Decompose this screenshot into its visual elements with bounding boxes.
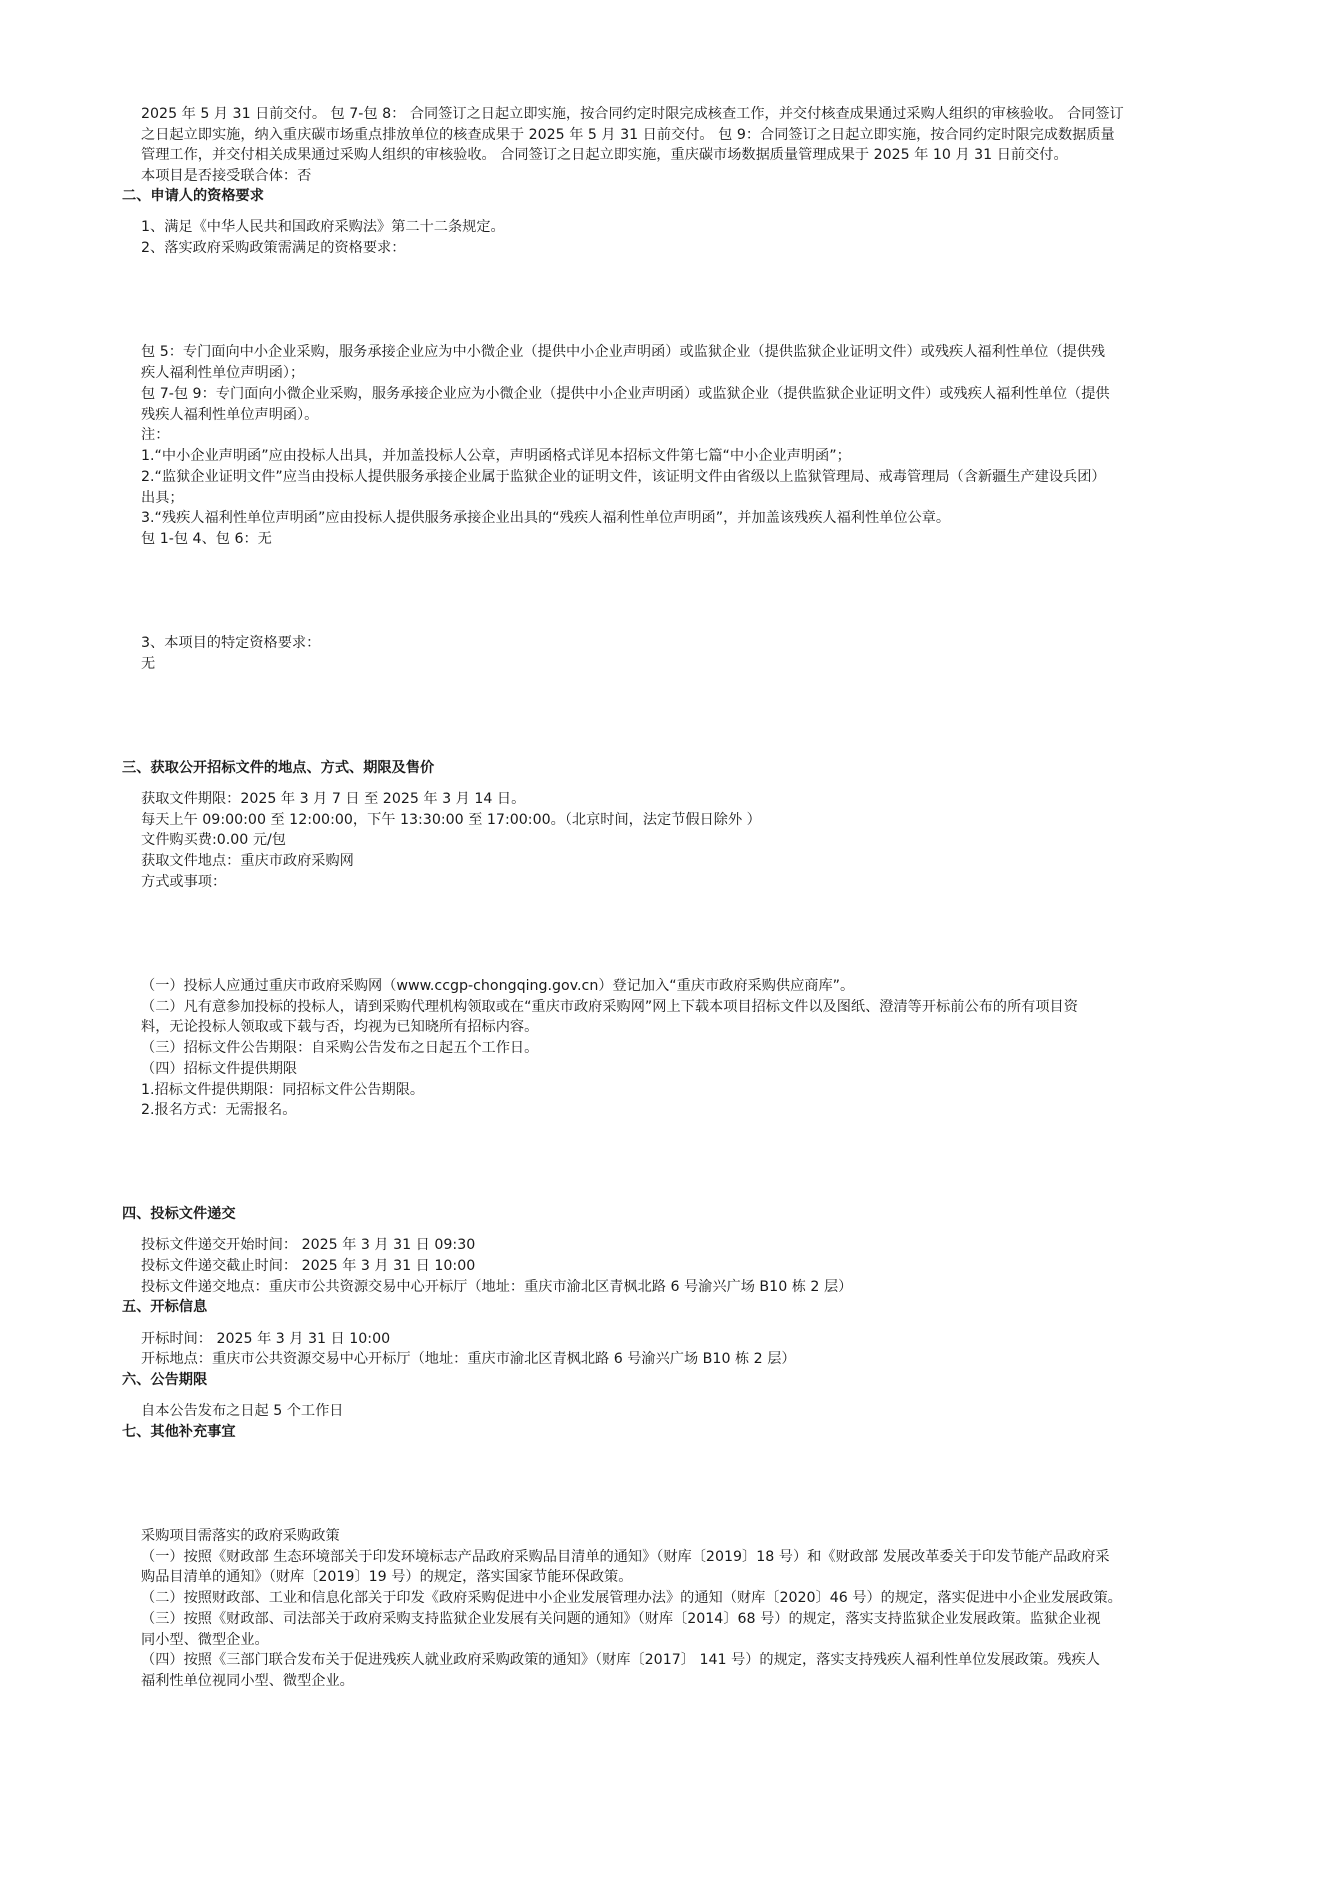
section-3-heading: 三、获取公开招标文件的地点、方式、期限及售价 [122, 760, 435, 776]
section-7-heading: 七、其他补充事宜 [122, 1424, 236, 1440]
sec4-line-3: 投标文件递交地点：重庆市公共资源交易中心开标厅（地址：重庆市渝北区青枫北路 6 号渝兴广场 B10 栋 2 层） [141, 1279, 853, 1295]
sec3-line-12: 2.报名方式：无需报名。 [141, 1102, 297, 1118]
section-6-heading: 六、公告期限 [122, 1372, 208, 1388]
sec2-line-4: 疾人福利性单位声明函）； [141, 365, 305, 381]
sec7-line-1: 采购项目需落实的政府采购政策 [141, 1528, 340, 1544]
intro-line-2: 之日起立即实施，纳入重庆碳市场重点排放单位的核查成果于 2025 年 5 月 31 日前交付。 包 9：合同签订之日起立即实施，按合同约定时限完成数据质量 [141, 126, 1115, 143]
sec2-line-7: 注： [141, 427, 170, 443]
sec5-line-2: 开标地点：重庆市公共资源交易中心开标厅（地址：重庆市渝北区青枫北路 6 号渝兴广场 B10 栋 2 层） [141, 1351, 796, 1367]
sec7-line-7: （四）按照《三部门联合发布关于促进残疾人就业政府采购政策的通知》（财库〔2017〕 141 号）的规定，落实支持残疾人福利性单位发展政策。残疾人 [141, 1652, 1100, 1668]
sec2-line-8: 1.“中小企业声明函”应由投标人出具，并加盖投标人公章，声明函格式详见本招标文件第七篇“中小企业声明函”； [141, 448, 851, 464]
section-5-heading: 五、开标信息 [122, 1299, 208, 1315]
sec6-line-1: 自本公告发布之日起 5 个工作日 [141, 1403, 344, 1419]
sec2-line-9: 2.“监狱企业证明文件”应当由投标人提供服务承接企业属于监狱企业的证明文件，该证明文件由省级以上监狱管理局、戒毒管理局（含新疆生产建设兵团） [141, 469, 1106, 485]
sec3-line-1: 获取文件期限：2025 年 3 月 7 日 至 2025 年 3 月 14 日。 [141, 791, 526, 807]
intro-line-1: 2025 年 5 月 31 日前交付。 包 7-包 8： 合同签订之日起立即实施，按合同约定时限完成核查工作，并交付核查成果通过采购人组织的审核验收。 合同签订 [141, 106, 1124, 122]
sec7-line-3: 购品目清单的通知》（财库〔2019〕19 号）的规定，落实国家节能环保政策。 [141, 1569, 633, 1585]
sec3-line-6: （一）投标人应通过重庆市政府采购网（www.ccgp-chongqing.gov.cn）登记加入“重庆市政府采购供应商库”。 [141, 978, 855, 994]
sec3-line-7: （二）凡有意参加投标的投标人，请到采购代理机构领取或在“重庆市政府采购网”网上下载本项目招标文件以及图纸、澄清等开标前公布的所有项目资 [141, 999, 1078, 1015]
sec7-line-8: 福利性单位视同小型、微型企业。 [141, 1673, 354, 1689]
intro-line-4: 本项目是否接受联合体：否 [141, 167, 312, 184]
sec2-line-12: 包 1-包 4、包 6：无 [141, 531, 272, 547]
sec2-line-2: 2、落实政府采购政策需满足的资格要求： [141, 240, 406, 256]
sec2-line-14: 无 [141, 656, 156, 672]
sec2-line-13: 3、本项目的特定资格要求： [141, 635, 321, 651]
sec2-line-3: 包 5：专门面向中小企业采购，服务承接企业应为中小微企业（提供中小企业声明函）或监狱企业（提供监狱企业证明文件）或残疾人福利性单位（提供残 [141, 344, 1106, 360]
sec4-line-2: 投标文件递交截止时间： 2025 年 3 月 31 日 10:00 [141, 1258, 476, 1274]
sec3-line-3: 文件购买费:0.00 元/包 [141, 832, 286, 848]
sec3-line-8: 料，无论投标人领取或下载与否，均视为已知晓所有招标内容。 [141, 1019, 539, 1035]
sec3-line-2: 每天上午 09:00:00 至 12:00:00，下午 13:30:00 至 17:00:00。（北京时间，法定节假日除外 ） [141, 812, 761, 828]
sec3-line-11: 1.招标文件提供期限：同招标文件公告期限。 [141, 1082, 425, 1098]
sec2-line-10: 出具； [141, 490, 184, 506]
sec7-line-5: （三）按照《财政部、司法部关于政府采购支持监狱企业发展有关问题的通知》（财库〔2014〕68 号）的规定，落实支持监狱企业发展政策。监狱企业视 [141, 1611, 1101, 1627]
sec2-line-5: 包 7-包 9：专门面向小微企业采购，服务承接企业应为小微企业（提供中小企业声明函）或监狱企业（提供监狱企业证明文件）或残疾人福利性单位（提供 [141, 386, 1110, 402]
intro-line-3: 管理工作，并交付相关成果通过采购人组织的审核验收。 合同签订之日起立即实施，重庆碳市场数据质量管理成果于 2025 年 10 月 31 日前交付。 [141, 147, 1068, 163]
sec5-line-1: 开标时间： 2025 年 3 月 31 日 10:00 [141, 1331, 391, 1347]
sec2-line-6: 残疾人福利性单位声明函）。 [141, 407, 319, 423]
sec7-line-2: （一）按照《财政部 生态环境部关于印发环境标志产品政府采购品目清单的通知》（财库〔2019〕18 号）和《财政部 发展改革委关于印发节能产品政府采 [141, 1549, 1110, 1565]
sec3-line-9: （三）招标文件公告期限：自采购公告发布之日起五个工作日。 [141, 1040, 539, 1056]
sec3-line-4: 获取文件地点：重庆市政府采购网 [141, 853, 354, 869]
sec4-line-1: 投标文件递交开始时间： 2025 年 3 月 31 日 09:30 [141, 1237, 476, 1253]
section-2-heading: 二、申请人的资格要求 [122, 188, 264, 204]
sec7-line-4: （二）按照财政部、工业和信息化部关于印发《政府采购促进中小企业发展管理办法》的通知（财库〔2020〕46 号）的规定，落实促进中小企业发展政策。 [141, 1590, 1122, 1606]
sec3-line-5: 方式或事项： [141, 874, 227, 890]
sec3-line-10: （四）招标文件提供期限 [141, 1061, 298, 1077]
sec2-line-11: 3.“残疾人福利性单位声明函”应由投标人提供服务承接企业出具的“残疾人福利性单位声明函”，并加盖该残疾人福利性单位公章。 [141, 510, 951, 526]
sec2-line-1: 1、满足《中华人民共和国政府采购法》第二十二条规定。 [141, 219, 505, 235]
sec7-line-6: 同小型、微型企业。 [141, 1632, 269, 1648]
section-4-heading: 四、投标文件递交 [122, 1206, 236, 1222]
